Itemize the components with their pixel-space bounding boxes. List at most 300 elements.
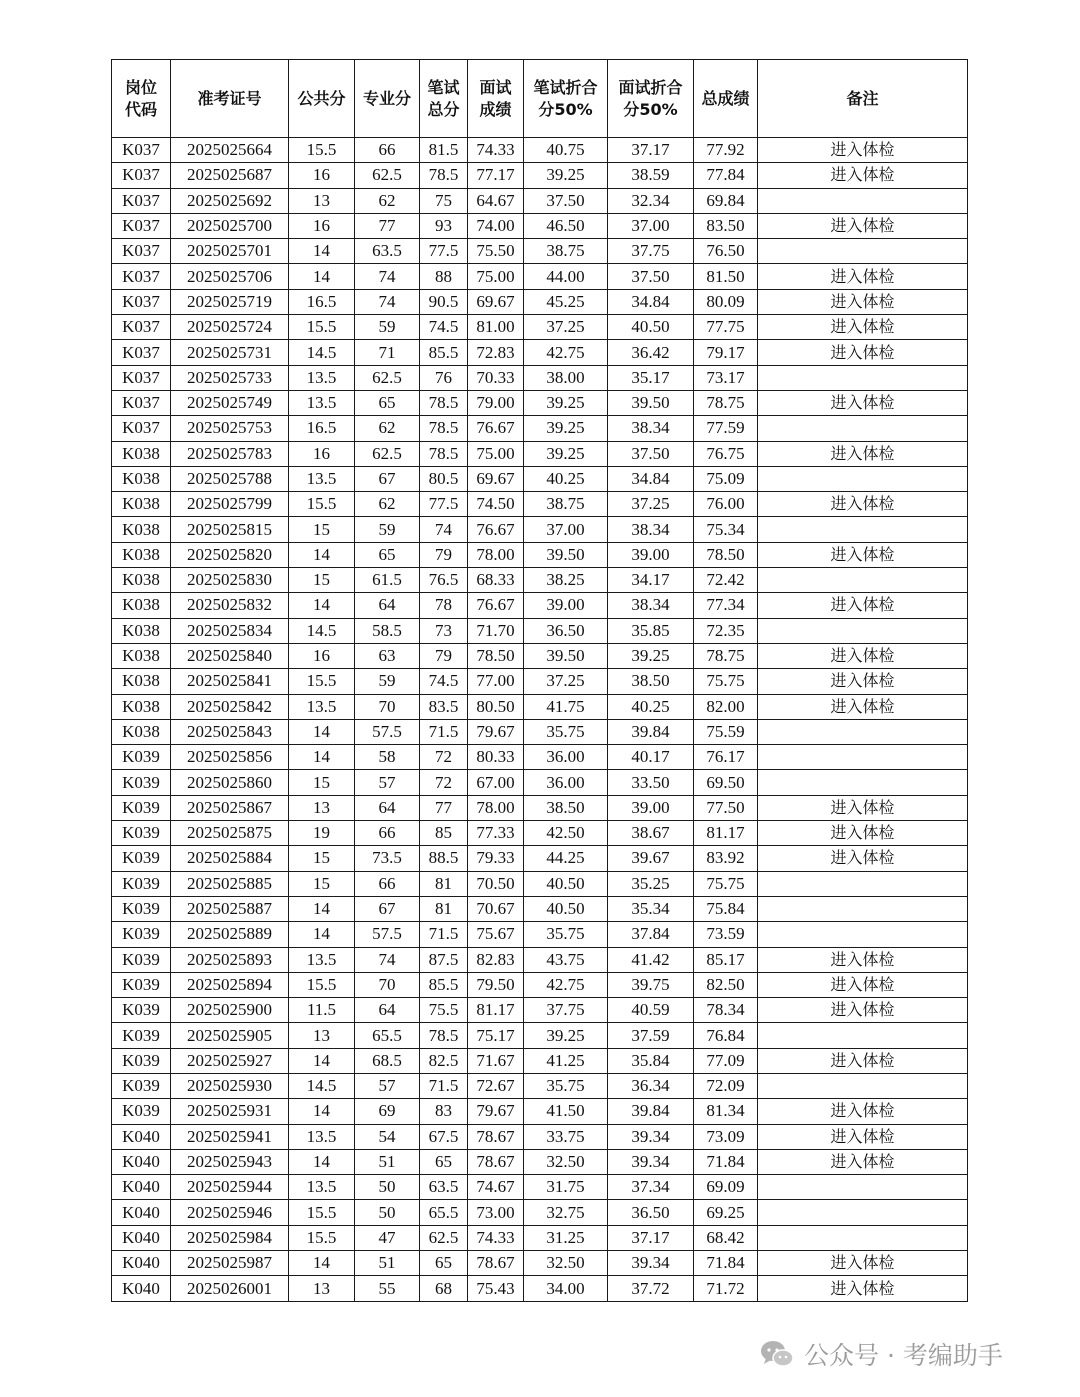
exam-number-cell: 2025025832 bbox=[171, 593, 289, 618]
total-score-cell: 75.75 bbox=[694, 669, 758, 694]
table-row bbox=[112, 416, 968, 441]
written-converted-cell: 36.50 bbox=[524, 618, 608, 643]
post-code-cell: K040 bbox=[112, 1276, 171, 1301]
post-code-cell: K038 bbox=[112, 643, 171, 668]
post-code-cell: K039 bbox=[112, 1099, 171, 1124]
table-row bbox=[112, 998, 968, 1023]
post-code-cell: K038 bbox=[112, 568, 171, 593]
table-row bbox=[112, 745, 968, 770]
exam-number-cell: 2025025788 bbox=[171, 466, 289, 491]
column-header-line: 面试折合 bbox=[618, 77, 683, 97]
interview-converted-cell: 39.00 bbox=[608, 542, 694, 567]
table-row bbox=[112, 1175, 968, 1200]
interview-converted-cell: 34.84 bbox=[608, 466, 694, 491]
post-code-cell: K040 bbox=[112, 1175, 171, 1200]
major-score-cell: 57.5 bbox=[355, 719, 420, 744]
exam-number-cell: 2025025830 bbox=[171, 568, 289, 593]
remark-cell bbox=[758, 1200, 968, 1225]
written-total-cell: 85 bbox=[420, 821, 468, 846]
exam-number-cell: 2025025700 bbox=[171, 213, 289, 238]
written-converted-cell: 39.25 bbox=[524, 390, 608, 415]
interview-score-cell: 78.67 bbox=[468, 1124, 524, 1149]
column-header-line: 专业分 bbox=[362, 88, 411, 108]
interview-score-cell: 75.43 bbox=[468, 1276, 524, 1301]
interview-converted-cell: 34.17 bbox=[608, 568, 694, 593]
interview-converted-cell: 38.34 bbox=[608, 416, 694, 441]
major-score-cell: 74 bbox=[355, 264, 420, 289]
written-total-cell: 90.5 bbox=[420, 289, 468, 314]
interview-score-cell: 78.00 bbox=[468, 542, 524, 567]
post-code-cell: K038 bbox=[112, 466, 171, 491]
public-score-cell: 14 bbox=[289, 922, 355, 947]
exam-number-cell: 2025025860 bbox=[171, 770, 289, 795]
post-code-cell: K037 bbox=[112, 340, 171, 365]
exam-number-cell: 2025025724 bbox=[171, 315, 289, 340]
major-score-cell: 66 bbox=[355, 138, 420, 163]
total-score-cell: 83.50 bbox=[694, 213, 758, 238]
table-row bbox=[112, 1099, 968, 1124]
remark-cell: 进入体检 bbox=[758, 669, 968, 694]
table-row bbox=[112, 1073, 968, 1098]
total-score-cell: 78.75 bbox=[694, 643, 758, 668]
written-converted-cell: 31.25 bbox=[524, 1225, 608, 1250]
total-score-cell: 75.75 bbox=[694, 871, 758, 896]
total-score-cell: 75.59 bbox=[694, 719, 758, 744]
written-converted-cell: 44.00 bbox=[524, 264, 608, 289]
exam-number-cell: 2025025927 bbox=[171, 1048, 289, 1073]
written-converted-cell: 45.25 bbox=[524, 289, 608, 314]
written-total-cell: 77.5 bbox=[420, 239, 468, 264]
remark-cell: 进入体检 bbox=[758, 1251, 968, 1276]
post-code-cell: K037 bbox=[112, 163, 171, 188]
written-total-cell: 77.5 bbox=[420, 492, 468, 517]
written-total-cell: 78.5 bbox=[420, 416, 468, 441]
interview-converted-cell: 37.72 bbox=[608, 1276, 694, 1301]
exam-number-cell: 2025025664 bbox=[171, 138, 289, 163]
major-score-cell: 58 bbox=[355, 745, 420, 770]
major-score-cell: 57.5 bbox=[355, 922, 420, 947]
interview-converted-cell: 35.85 bbox=[608, 618, 694, 643]
exam-number-cell: 2025025930 bbox=[171, 1073, 289, 1098]
exam-number-cell: 2025025834 bbox=[171, 618, 289, 643]
written-total-cell: 65.5 bbox=[420, 1200, 468, 1225]
table-row bbox=[112, 669, 968, 694]
total-score-cell: 77.50 bbox=[694, 795, 758, 820]
remark-cell: 进入体检 bbox=[758, 138, 968, 163]
remark-cell: 进入体检 bbox=[758, 163, 968, 188]
remark-cell bbox=[758, 517, 968, 542]
major-score-cell: 64 bbox=[355, 593, 420, 618]
interview-converted-cell: 37.17 bbox=[608, 138, 694, 163]
table-row bbox=[112, 643, 968, 668]
major-score-cell: 51 bbox=[355, 1251, 420, 1276]
post-code-cell: K038 bbox=[112, 618, 171, 643]
column-header bbox=[524, 60, 608, 138]
interview-converted-cell: 41.42 bbox=[608, 947, 694, 972]
written-total-cell: 72 bbox=[420, 770, 468, 795]
written-total-cell: 93 bbox=[420, 213, 468, 238]
written-total-cell: 87.5 bbox=[420, 947, 468, 972]
exam-number-cell: 2025025887 bbox=[171, 896, 289, 921]
exam-number-cell: 2025025753 bbox=[171, 416, 289, 441]
total-score-cell: 75.34 bbox=[694, 517, 758, 542]
remark-cell: 进入体检 bbox=[758, 441, 968, 466]
remark-cell bbox=[758, 1175, 968, 1200]
table-body bbox=[112, 138, 968, 1302]
table-row bbox=[112, 441, 968, 466]
total-score-cell: 81.34 bbox=[694, 1099, 758, 1124]
table-row bbox=[112, 365, 968, 390]
exam-number-cell: 2025025894 bbox=[171, 972, 289, 997]
remark-cell: 进入体检 bbox=[758, 846, 968, 871]
exam-number-cell: 2025025884 bbox=[171, 846, 289, 871]
exam-number-cell: 2025025687 bbox=[171, 163, 289, 188]
major-score-cell: 65 bbox=[355, 390, 420, 415]
total-score-cell: 83.92 bbox=[694, 846, 758, 871]
exam-number-cell: 2025025941 bbox=[171, 1124, 289, 1149]
interview-converted-cell: 38.34 bbox=[608, 593, 694, 618]
post-code-cell: K037 bbox=[112, 138, 171, 163]
post-code-cell: K037 bbox=[112, 390, 171, 415]
written-total-cell: 75.5 bbox=[420, 998, 468, 1023]
column-header-line: 准考证号 bbox=[197, 88, 262, 108]
written-converted-cell: 44.25 bbox=[524, 846, 608, 871]
interview-converted-cell: 35.34 bbox=[608, 896, 694, 921]
post-code-cell: K037 bbox=[112, 365, 171, 390]
major-score-cell: 57 bbox=[355, 770, 420, 795]
written-converted-cell: 38.75 bbox=[524, 239, 608, 264]
written-converted-cell: 37.25 bbox=[524, 669, 608, 694]
remark-cell bbox=[758, 770, 968, 795]
remark-cell bbox=[758, 896, 968, 921]
major-score-cell: 59 bbox=[355, 315, 420, 340]
major-score-cell: 62 bbox=[355, 416, 420, 441]
interview-score-cell: 68.33 bbox=[468, 568, 524, 593]
interview-converted-cell: 39.84 bbox=[608, 1099, 694, 1124]
table-row bbox=[112, 972, 968, 997]
written-converted-cell: 41.50 bbox=[524, 1099, 608, 1124]
public-score-cell: 14 bbox=[289, 264, 355, 289]
interview-score-cell: 78.67 bbox=[468, 1149, 524, 1174]
written-converted-cell: 40.50 bbox=[524, 871, 608, 896]
exam-number-cell: 2025025701 bbox=[171, 239, 289, 264]
written-total-cell: 78.5 bbox=[420, 441, 468, 466]
public-score-cell: 13.5 bbox=[289, 1175, 355, 1200]
major-score-cell: 50 bbox=[355, 1200, 420, 1225]
table-row bbox=[112, 821, 968, 846]
post-code-cell: K040 bbox=[112, 1251, 171, 1276]
column-header bbox=[289, 60, 355, 138]
interview-converted-cell: 37.84 bbox=[608, 922, 694, 947]
public-score-cell: 14.5 bbox=[289, 618, 355, 643]
exam-number-cell: 2025025841 bbox=[171, 669, 289, 694]
column-header-line: 总分 bbox=[427, 99, 460, 119]
exam-number-cell: 2025025946 bbox=[171, 1200, 289, 1225]
written-total-cell: 73 bbox=[420, 618, 468, 643]
public-score-cell: 16 bbox=[289, 643, 355, 668]
interview-converted-cell: 39.25 bbox=[608, 643, 694, 668]
major-score-cell: 73.5 bbox=[355, 846, 420, 871]
written-converted-cell: 33.75 bbox=[524, 1124, 608, 1149]
exam-number-cell: 2025025931 bbox=[171, 1099, 289, 1124]
column-header-line: 成绩 bbox=[479, 99, 512, 119]
total-score-cell: 69.09 bbox=[694, 1175, 758, 1200]
interview-converted-cell: 37.59 bbox=[608, 1023, 694, 1048]
remark-cell: 进入体检 bbox=[758, 694, 968, 719]
column-header-line: 公共分 bbox=[297, 88, 346, 108]
interview-converted-cell: 37.50 bbox=[608, 441, 694, 466]
total-score-cell: 71.72 bbox=[694, 1276, 758, 1301]
interview-score-cell: 78.67 bbox=[468, 1251, 524, 1276]
written-total-cell: 65 bbox=[420, 1149, 468, 1174]
public-score-cell: 14 bbox=[289, 1099, 355, 1124]
column-header-line: 分50% bbox=[623, 99, 678, 119]
major-score-cell: 47 bbox=[355, 1225, 420, 1250]
major-score-cell: 59 bbox=[355, 517, 420, 542]
major-score-cell: 61.5 bbox=[355, 568, 420, 593]
written-total-cell: 81 bbox=[420, 896, 468, 921]
interview-score-cell: 79.67 bbox=[468, 719, 524, 744]
written-converted-cell: 37.75 bbox=[524, 998, 608, 1023]
interview-converted-cell: 35.17 bbox=[608, 365, 694, 390]
column-header bbox=[171, 60, 289, 138]
interview-score-cell: 64.67 bbox=[468, 188, 524, 213]
written-total-cell: 72 bbox=[420, 745, 468, 770]
post-code-cell: K039 bbox=[112, 922, 171, 947]
written-total-cell: 77 bbox=[420, 795, 468, 820]
interview-score-cell: 77.17 bbox=[468, 163, 524, 188]
table-row bbox=[112, 1048, 968, 1073]
interview-score-cell: 81.00 bbox=[468, 315, 524, 340]
total-score-cell: 72.35 bbox=[694, 618, 758, 643]
public-score-cell: 15 bbox=[289, 770, 355, 795]
interview-score-cell: 80.50 bbox=[468, 694, 524, 719]
major-score-cell: 54 bbox=[355, 1124, 420, 1149]
public-score-cell: 14.5 bbox=[289, 1073, 355, 1098]
interview-score-cell: 79.50 bbox=[468, 972, 524, 997]
interview-converted-cell: 37.75 bbox=[608, 239, 694, 264]
interview-converted-cell: 37.50 bbox=[608, 264, 694, 289]
total-score-cell: 77.59 bbox=[694, 416, 758, 441]
written-total-cell: 71.5 bbox=[420, 922, 468, 947]
interview-score-cell: 75.67 bbox=[468, 922, 524, 947]
total-score-cell: 72.42 bbox=[694, 568, 758, 593]
exam-number-cell: 2025025944 bbox=[171, 1175, 289, 1200]
column-header-line: 岗位 bbox=[124, 77, 157, 97]
remark-cell: 进入体检 bbox=[758, 542, 968, 567]
interview-score-cell: 78.00 bbox=[468, 795, 524, 820]
written-converted-cell: 39.00 bbox=[524, 593, 608, 618]
major-score-cell: 69 bbox=[355, 1099, 420, 1124]
exam-number-cell: 2025025843 bbox=[171, 719, 289, 744]
table-row bbox=[112, 492, 968, 517]
table-row bbox=[112, 896, 968, 921]
post-code-cell: K038 bbox=[112, 542, 171, 567]
table-row bbox=[112, 138, 968, 163]
interview-converted-cell: 39.84 bbox=[608, 719, 694, 744]
table-row bbox=[112, 466, 968, 491]
exam-number-cell: 2025025900 bbox=[171, 998, 289, 1023]
post-code-cell: K038 bbox=[112, 719, 171, 744]
exam-number-cell: 2025025893 bbox=[171, 947, 289, 972]
remark-cell: 进入体检 bbox=[758, 315, 968, 340]
written-total-cell: 71.5 bbox=[420, 1073, 468, 1098]
post-code-cell: K037 bbox=[112, 188, 171, 213]
interview-score-cell: 76.67 bbox=[468, 416, 524, 441]
interview-converted-cell: 38.50 bbox=[608, 669, 694, 694]
table-row bbox=[112, 770, 968, 795]
remark-cell bbox=[758, 1023, 968, 1048]
written-converted-cell: 39.50 bbox=[524, 542, 608, 567]
interview-score-cell: 73.00 bbox=[468, 1200, 524, 1225]
total-score-cell: 77.09 bbox=[694, 1048, 758, 1073]
post-code-cell: K040 bbox=[112, 1124, 171, 1149]
total-score-cell: 69.84 bbox=[694, 188, 758, 213]
table-row bbox=[112, 1023, 968, 1048]
interview-score-cell: 79.00 bbox=[468, 390, 524, 415]
written-converted-cell: 39.25 bbox=[524, 416, 608, 441]
exam-number-cell: 2025025719 bbox=[171, 289, 289, 314]
public-score-cell: 13.5 bbox=[289, 365, 355, 390]
total-score-cell: 73.17 bbox=[694, 365, 758, 390]
written-total-cell: 82.5 bbox=[420, 1048, 468, 1073]
written-total-cell: 78.5 bbox=[420, 1023, 468, 1048]
public-score-cell: 14 bbox=[289, 593, 355, 618]
exam-number-cell: 2025025706 bbox=[171, 264, 289, 289]
written-total-cell: 75 bbox=[420, 188, 468, 213]
score-table bbox=[111, 59, 968, 1302]
interview-score-cell: 74.67 bbox=[468, 1175, 524, 1200]
post-code-cell: K039 bbox=[112, 972, 171, 997]
written-converted-cell: 42.75 bbox=[524, 972, 608, 997]
written-converted-cell: 32.50 bbox=[524, 1149, 608, 1174]
written-total-cell: 81.5 bbox=[420, 138, 468, 163]
public-score-cell: 16.5 bbox=[289, 289, 355, 314]
post-code-cell: K040 bbox=[112, 1225, 171, 1250]
column-header bbox=[420, 60, 468, 138]
interview-score-cell: 75.17 bbox=[468, 1023, 524, 1048]
total-score-cell: 81.17 bbox=[694, 821, 758, 846]
interview-score-cell: 77.00 bbox=[468, 669, 524, 694]
total-score-cell: 82.00 bbox=[694, 694, 758, 719]
written-total-cell: 88 bbox=[420, 264, 468, 289]
total-score-cell: 77.84 bbox=[694, 163, 758, 188]
total-score-cell: 73.09 bbox=[694, 1124, 758, 1149]
interview-converted-cell: 32.34 bbox=[608, 188, 694, 213]
written-converted-cell: 38.75 bbox=[524, 492, 608, 517]
column-header bbox=[758, 60, 968, 138]
watermark-text: 公众号 · 考编助手 bbox=[804, 1341, 1003, 1370]
exam-number-cell: 2025025731 bbox=[171, 340, 289, 365]
post-code-cell: K039 bbox=[112, 896, 171, 921]
remark-cell bbox=[758, 416, 968, 441]
interview-converted-cell: 39.34 bbox=[608, 1251, 694, 1276]
major-score-cell: 62 bbox=[355, 492, 420, 517]
post-code-cell: K038 bbox=[112, 492, 171, 517]
public-score-cell: 14 bbox=[289, 542, 355, 567]
interview-score-cell: 74.33 bbox=[468, 138, 524, 163]
table-row bbox=[112, 568, 968, 593]
major-score-cell: 62 bbox=[355, 188, 420, 213]
column-header-line: 备注 bbox=[846, 88, 879, 108]
exam-number-cell: 2025025984 bbox=[171, 1225, 289, 1250]
major-score-cell: 66 bbox=[355, 821, 420, 846]
post-code-cell: K038 bbox=[112, 517, 171, 542]
public-score-cell: 15.5 bbox=[289, 669, 355, 694]
public-score-cell: 19 bbox=[289, 821, 355, 846]
interview-converted-cell: 39.50 bbox=[608, 390, 694, 415]
written-total-cell: 68 bbox=[420, 1276, 468, 1301]
remark-cell bbox=[758, 745, 968, 770]
post-code-cell: K039 bbox=[112, 795, 171, 820]
table-row bbox=[112, 239, 968, 264]
major-score-cell: 63 bbox=[355, 643, 420, 668]
written-converted-cell: 39.25 bbox=[524, 163, 608, 188]
table-row bbox=[112, 922, 968, 947]
interview-score-cell: 80.33 bbox=[468, 745, 524, 770]
post-code-cell: K039 bbox=[112, 1073, 171, 1098]
written-total-cell: 80.5 bbox=[420, 466, 468, 491]
exam-number-cell: 2025025692 bbox=[171, 188, 289, 213]
written-converted-cell: 42.75 bbox=[524, 340, 608, 365]
post-code-cell: K038 bbox=[112, 441, 171, 466]
public-score-cell: 15.5 bbox=[289, 138, 355, 163]
table-row bbox=[112, 846, 968, 871]
exam-number-cell: 2025025987 bbox=[171, 1251, 289, 1276]
remark-cell bbox=[758, 618, 968, 643]
major-score-cell: 62.5 bbox=[355, 163, 420, 188]
public-score-cell: 13.5 bbox=[289, 390, 355, 415]
score-sheet bbox=[111, 59, 967, 1302]
interview-score-cell: 79.33 bbox=[468, 846, 524, 871]
post-code-cell: K037 bbox=[112, 213, 171, 238]
total-score-cell: 81.50 bbox=[694, 264, 758, 289]
written-total-cell: 88.5 bbox=[420, 846, 468, 871]
interview-score-cell: 70.33 bbox=[468, 365, 524, 390]
total-score-cell: 77.75 bbox=[694, 315, 758, 340]
table-row bbox=[112, 188, 968, 213]
major-score-cell: 62.5 bbox=[355, 365, 420, 390]
major-score-cell: 71 bbox=[355, 340, 420, 365]
post-code-cell: K038 bbox=[112, 593, 171, 618]
public-score-cell: 13 bbox=[289, 188, 355, 213]
column-header bbox=[694, 60, 758, 138]
major-score-cell: 51 bbox=[355, 1149, 420, 1174]
total-score-cell: 82.50 bbox=[694, 972, 758, 997]
interview-score-cell: 70.67 bbox=[468, 896, 524, 921]
major-score-cell: 74 bbox=[355, 947, 420, 972]
interview-score-cell: 76.67 bbox=[468, 593, 524, 618]
table-row bbox=[112, 517, 968, 542]
written-total-cell: 78 bbox=[420, 593, 468, 618]
public-score-cell: 13 bbox=[289, 1276, 355, 1301]
post-code-cell: K037 bbox=[112, 239, 171, 264]
written-total-cell: 65 bbox=[420, 1251, 468, 1276]
total-score-cell: 79.17 bbox=[694, 340, 758, 365]
total-score-cell: 71.84 bbox=[694, 1251, 758, 1276]
written-converted-cell: 36.00 bbox=[524, 745, 608, 770]
post-code-cell: K039 bbox=[112, 871, 171, 896]
interview-score-cell: 79.67 bbox=[468, 1099, 524, 1124]
post-code-cell: K037 bbox=[112, 289, 171, 314]
post-code-cell: K039 bbox=[112, 745, 171, 770]
interview-converted-cell: 38.67 bbox=[608, 821, 694, 846]
table-row bbox=[112, 340, 968, 365]
remark-cell: 进入体检 bbox=[758, 289, 968, 314]
written-total-cell: 79 bbox=[420, 643, 468, 668]
interview-converted-cell: 39.34 bbox=[608, 1124, 694, 1149]
written-total-cell: 83.5 bbox=[420, 694, 468, 719]
